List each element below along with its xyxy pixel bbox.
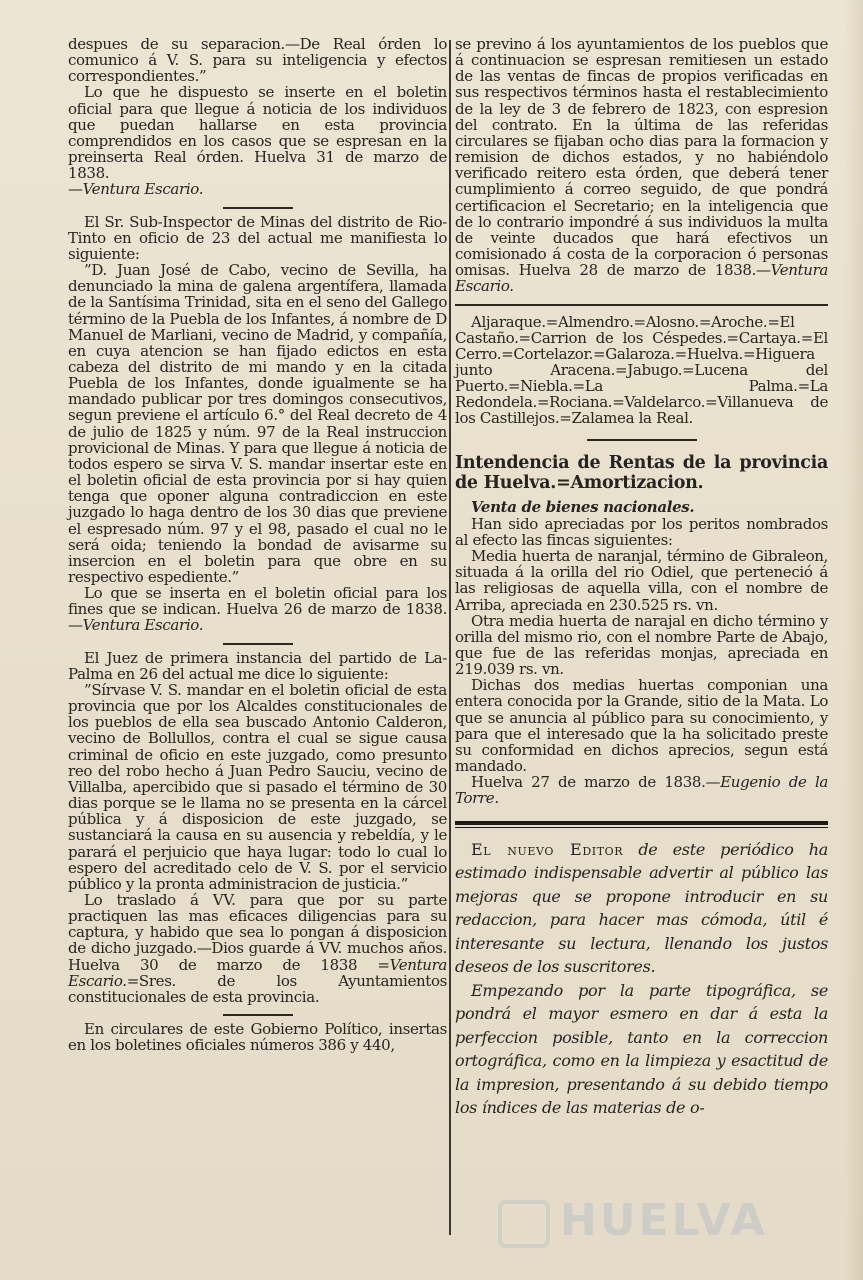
divider (587, 439, 697, 441)
paragraph: ”D. Juan José de Cabo, vecino de Sevilla, ha denunciado la mina de galena argentífera, llamada de la Santísima Trinidad, sita en el seno del Gallego término de la Puebla de los Infantes, á nombre de D Manuel de Marliani, vecino de Madrid, y compañía, en cuya atencion se han fijado edictos en esta cabeza del distrito de mi mando y en la citada Puebla de los Infantes, donde igualmente se ha mandado publicar por tres domingos consecutivos, segun previene el artículo 6.° del Real decreto de 4 de julio de 1825 y núm. 97 de la Real instruccion provicional de Minas. Y para que llegue á noticia de todos espero se sirva V. S. mandar insertar este en el boletin oficial de esta provincia por si hay quien tenga que oponer alguna contradiccion en este juzgado lo haga dentro de los 30 dias que previene el espresado núm. 97 y el 98, pasado el cual no le será oida; teniendo la bondad de avisarme su insercion en el boletin para que obre en su respectivo espediente.” (68, 261, 447, 586)
paragraph: ”Sírvase V. S. mandar en el boletin oficial de esta provincia que por los Alcaldes constitucionales de los pueblos de ella sea buscado Antonio Calderon, vecino de Bollullos, contra el cual se sigue causa criminal de oficio en este juzgado, como presunto reo del robo hecho á Juan Pedro Sauciu, vecino de Villalba, apercibido que si pasado el término de 30 dias porque se le llama no se presenta en la cárcel pública y á disposicion de este juzgado, se sustanciará la causa en su ausencia y rebeldía, y le parará el perjuicio que haya lugar: todo lo cual lo espero del acreditado celo de V. S. por el servicio público y la pronta administracion de justicia.” (68, 680, 447, 893)
paragraph (455, 36, 828, 295)
divider (223, 643, 293, 645)
paragraph (68, 84, 447, 181)
editor-notice (455, 838, 828, 1120)
divider (223, 1014, 293, 1016)
watermark-logo-icon (498, 1200, 550, 1248)
divider (223, 207, 293, 209)
paragraph (455, 774, 828, 806)
paragraph (68, 892, 447, 1005)
column-rule (449, 40, 451, 1235)
paragraph: Otra media huerta de narajal en dicho término y orilla del mismo rio, con el nombre Parte de Abajo, que fue de las referidas monjas, apreciada en 219.039 rs. vn. (455, 611, 828, 679)
paragraph (455, 838, 828, 979)
right-column (455, 36, 828, 1120)
paragraph: Dichas dos medias huertas componian una entera conocida por la Grande, sitio de la Mata. Lo que se anuncia al público para su conocimiento, y para que el interesado que la ha solicitado preste su conformidad en dichos aprecios, segun está mandado. (455, 676, 828, 776)
paragraph: El Juez de primera instancia del partido de La-Palma en 26 del actual me dice lo siguiente: (68, 648, 447, 683)
paragraph: despues de su separacion.—De Real órden lo comunico á V. S. para su inteligencia y efectos correspondientes.” (68, 35, 447, 86)
paragraph: Empezando por la parte tipográfica, se pondrá el mayor esmero en dar á esta la perfeccion posible, tanto en la correccion ortográfica, como en la limpieza y esactitud de la impresion, presentando á su debido tiempo los índices de las materias de o- (455, 980, 828, 1118)
paragraph-text: Lo traslado á VV. para que por su parte practiquen las mas eficaces diligencias para su captura, y habido que sea lo pongan á disposicion de dicho juzgado.—Dios guarde á VV. muchos años. Huelva 30 de marzo de 1838 (68, 890, 447, 974)
signature: —Eugenio de la Torre. (455, 773, 829, 808)
left-column (68, 36, 447, 1053)
paragraph-text: de este periódico ha estimado indispensable advertir al público las mejoras que se propone introducir en su redaccion, para hacer mas cómoda, útil é interesante su lectura, llenando los justos deseos de los suscritores. (455, 839, 828, 977)
paragraph-text: Lo que he dispuesto se inserte en el boletin oficial para que llegue á noticia de los individuos que puedan hallarse en esta provincia comprendidos en los casos que se espresan en la preinserta Real órden. Huelva 31 de marzo de 1838. (68, 83, 447, 183)
signature: —Ventura Escario. (68, 616, 204, 635)
signature: =Ventura Escario. (68, 955, 447, 990)
paragraph (68, 585, 447, 633)
divider (455, 304, 828, 306)
edge-stain (845, 0, 863, 1280)
paragraph-text: Lo que se inserta en el boletin oficial para los fines que se indican. Huelva 26 de marzo de 1838. (68, 584, 447, 619)
paragraph-text: =Sres. de los Ayuntamientos constitucionales de esta provincia. (68, 971, 447, 1006)
paragraph: En circulares de este Gobierno Político, insertas en los boletines oficiales números 386 y 440, (68, 1020, 447, 1055)
paragraph: Media huerta de naranjal, término de Gibraleon, situada á la orilla del rio Odiel, que perteneció á las religiosas de aquella villa, con el nombre de Arriba, apreciada en 230.525 rs. vn. (455, 547, 828, 614)
subheading: Venta de bienes nacionales. (471, 497, 695, 516)
signature: —Ventura Escario. (455, 261, 828, 296)
paragraph-text: Huelva 27 de marzo de 1838. (471, 773, 706, 792)
divider-thick (455, 821, 828, 825)
editor-caps: El nuevo Editor (471, 839, 624, 859)
section-heading: Intendencia de Rentas de la provincia de Huelva.=Amortizacion. (455, 452, 828, 493)
divider-thin (455, 827, 828, 828)
town-list: Aljaraque.=Almendro.=Alosno.=Aroche.=El Castaño.=Carrion de los Céspedes.=Cartaya.=El Cerro.=Cortelazor.=Galaroza.=Huelva.=Higuera junto Aracena.=Jabugo.=Lucena del Puerto.=Niebla.=La Palma.=La Redondela.=Rociana.=Valdelarco.=Villanueva de los Castillejos.=Zalamea la Real. (455, 312, 828, 428)
paragraph-text: se previno á los ayuntamientos de los pueblos que á continuacion se espresan remitiesen un estado de las ventas de fincas de propios verificadas en sus respectivos términos hasta el restablecimiento de la ley de 3 de febrero de 1823, con espresion del contrato. En la última de las referidas circulares se fijaban ocho dias para la formacion y remision de dichos estados, y no habiéndolo verificado reitero esta órden, que deberá tener cumplimiento á correo seguido, de que pondrá certificacion el Secretario; en la inteligencia que de lo contrario impondré á sus individuos la multa de veinte ducados que hará efectivos un comisionado á costa de la corporacion ó personas omisas. Huelva 28 de marzo de 1838. (455, 35, 828, 280)
paragraph: El Sr. Sub-Inspector de Minas del distrito de Rio-Tinto en oficio de 23 del actual me manifiesta lo siguiente: (68, 212, 447, 263)
paragraph: Han sido apreciadas por los peritos nombrados al efecto las fincas siguientes: (455, 514, 828, 549)
signature: —Ventura Escario. (68, 180, 204, 199)
watermark: HUELVA (560, 1195, 768, 1246)
